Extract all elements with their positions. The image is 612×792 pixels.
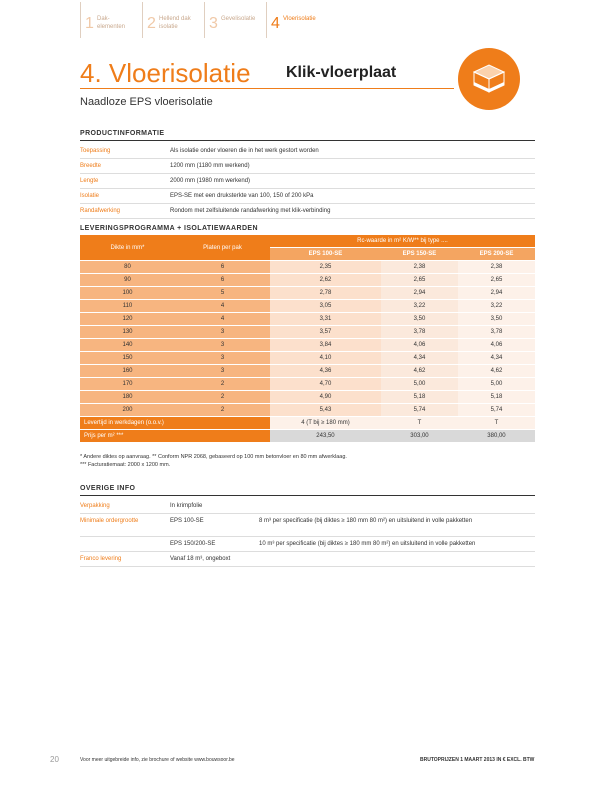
section-heading-productinfo: PRODUCTINFORMATIE xyxy=(80,130,165,137)
col-rc-header: Rc-waarde in m² K/W** bij type .... xyxy=(270,235,535,248)
table-cell: 3,05 xyxy=(270,300,381,313)
step-number: 4 xyxy=(271,15,280,32)
table-cell: 5,18 xyxy=(381,391,458,404)
info-row xyxy=(80,159,535,174)
info-value: EPS-SE met een druksterkte van 100, 150 of 200 kPa xyxy=(170,193,314,199)
floor-insulation-icon xyxy=(458,48,520,110)
table-row xyxy=(80,261,535,274)
table-cell: 3,84 xyxy=(270,339,381,352)
table-cell: 140 xyxy=(80,339,175,352)
table-cell: 2 xyxy=(175,378,270,391)
table-cell: 4,90 xyxy=(270,391,381,404)
step-label: Dak- elementen xyxy=(97,16,126,30)
table-cell: 160 xyxy=(80,365,175,378)
table-cell: 4,62 xyxy=(381,365,458,378)
table-cell: 4,62 xyxy=(458,365,535,378)
info-key: Breedte xyxy=(80,163,102,169)
table-cell: 5,43 xyxy=(270,404,381,417)
info-value: 10 m³ per specificatie (bij diktes ≥ 180 mm 80 m²) en uitsluitend in volle pakketten xyxy=(259,541,476,547)
step-label: Vloerisolatie xyxy=(283,16,316,22)
tagline: Naadloze EPS vloerisolatie xyxy=(80,96,213,108)
table-cell: 4 xyxy=(175,300,270,313)
info-row-franco xyxy=(80,552,535,567)
table-cell: 5,18 xyxy=(458,391,535,404)
col-type: EPS 150-SE xyxy=(381,248,458,261)
table-cell: 170 xyxy=(80,378,175,391)
page-number: 20 xyxy=(50,755,59,764)
info-value: 1200 mm (1180 mm werkend) xyxy=(170,163,250,169)
table-cell: 3 xyxy=(175,326,270,339)
table-cell: 4,34 xyxy=(458,352,535,365)
table-row xyxy=(80,339,535,352)
footnote: *** Facturatiemaat: 2000 x 1200 mm. xyxy=(80,462,171,468)
table-cell: 2,94 xyxy=(458,287,535,300)
step-label: Gevelisolatie xyxy=(221,16,256,22)
info-key: Randafwerking xyxy=(80,208,121,214)
header-divider xyxy=(80,88,454,89)
info-key: Isolatie xyxy=(80,193,100,199)
table-cell: 2,94 xyxy=(381,287,458,300)
info-value: In krimpfolie xyxy=(170,503,203,509)
table-cell: 3,22 xyxy=(381,300,458,313)
info-row xyxy=(80,144,535,159)
info-key: Minimale ordergrootte xyxy=(80,518,139,524)
table-cell: 2,65 xyxy=(458,274,535,287)
col-dikte: Dikte in mm* xyxy=(80,235,175,261)
table-row xyxy=(80,352,535,365)
table-cell: 4,70 xyxy=(270,378,381,391)
table-cell: 100 xyxy=(80,287,175,300)
table-cell: 3,31 xyxy=(270,313,381,326)
levertijd-label: Levertijd in werkdagen (o.o.v.) xyxy=(80,417,270,430)
table-cell: 4,06 xyxy=(458,339,535,352)
table-cell: 3 xyxy=(175,352,270,365)
info-value: EPS 100-SE xyxy=(170,518,204,524)
footnote: * Andere diktes op aanvraag. ** Conform NPR 2068, gebaseerd op 100 mm betonvloer en 80 mm afwerklaag. xyxy=(80,454,347,460)
table-row xyxy=(80,378,535,391)
col-type: EPS 200-SE xyxy=(458,248,535,261)
info-value: 8 m³ per specificatie (bij diktes ≥ 180 mm 80 m²) en uitsluitend in volle pakketten xyxy=(259,518,473,524)
table-cell: 4,34 xyxy=(381,352,458,365)
step-number: 2 xyxy=(147,15,156,32)
info-key: Toepassing xyxy=(80,148,111,154)
table-cell: 90 xyxy=(80,274,175,287)
table-cell: 2,65 xyxy=(381,274,458,287)
table-cell: 3,22 xyxy=(458,300,535,313)
table-cell: 2,38 xyxy=(381,261,458,274)
col-type: EPS 100-SE xyxy=(270,248,381,261)
table-cell: 3 xyxy=(175,339,270,352)
table-cell: 3,57 xyxy=(270,326,381,339)
table-cell: 6 xyxy=(175,261,270,274)
info-key: Lengte xyxy=(80,178,99,184)
step-1 xyxy=(80,2,141,38)
page-title: 4. Vloerisolatie xyxy=(80,58,251,88)
table-cell: 4,36 xyxy=(270,365,381,378)
table-cell: 3,78 xyxy=(458,326,535,339)
info-row-bestel-2 xyxy=(80,537,535,552)
info-value: Als isolatie onder vloeren die in het werk gestort worden xyxy=(170,148,319,154)
table-row xyxy=(80,391,535,404)
table-row xyxy=(80,300,535,313)
table-row xyxy=(80,365,535,378)
info-value: 2000 mm (1980 mm werkend) xyxy=(170,178,251,184)
table-row xyxy=(80,287,535,300)
table-cell: 2,35 xyxy=(270,261,381,274)
table-cell: 4,10 xyxy=(270,352,381,365)
table-row-prijs xyxy=(80,430,535,443)
levertijd-cell: T xyxy=(381,417,458,430)
info-value: Vanaf 18 m³, ongeboxt xyxy=(170,556,231,562)
prijs-cell: 243,50 xyxy=(270,430,381,443)
table-cell: 2 xyxy=(175,391,270,404)
info-row xyxy=(80,204,535,219)
table-cell: 3,78 xyxy=(381,326,458,339)
table-row-levertijd xyxy=(80,417,535,430)
table-cell: 120 xyxy=(80,313,175,326)
table-row xyxy=(80,313,535,326)
step-label: Hellend dak isolatie xyxy=(159,16,191,30)
info-key: Verpakking xyxy=(80,503,110,509)
info-row xyxy=(80,189,535,204)
section-heading-levering: LEVERINGSPROGRAMMA + ISOLATIEWAARDEN xyxy=(80,225,258,232)
section-rule xyxy=(80,140,535,141)
info-row-verpakking xyxy=(80,499,535,514)
table-cell: 2,62 xyxy=(270,274,381,287)
table-cell: 80 xyxy=(80,261,175,274)
footer-right: BRUTOPRIJZEN 1 MAART 2013 IN € EXCL. BTW xyxy=(420,757,535,763)
section-heading-overige: OVERIGE INFO xyxy=(80,485,136,492)
table-cell: 3,50 xyxy=(458,313,535,326)
step-number: 1 xyxy=(85,15,94,32)
prijs-cell: 380,00 xyxy=(458,430,535,443)
footer-left: Voor meer uitgebreide info, zie brochure of website www.bouwsoor.be xyxy=(80,757,235,763)
table-cell: 200 xyxy=(80,404,175,417)
table-cell: 5 xyxy=(175,287,270,300)
info-row-bestel-1 xyxy=(80,514,535,537)
table-cell: 5,74 xyxy=(381,404,458,417)
step-3 xyxy=(204,2,265,38)
table-cell: 130 xyxy=(80,326,175,339)
table-cell: 3,50 xyxy=(381,313,458,326)
table-cell: 5,74 xyxy=(458,404,535,417)
product-name: Klik-vloerplaat xyxy=(286,64,397,81)
table-cell: 110 xyxy=(80,300,175,313)
table-cell: 4,06 xyxy=(381,339,458,352)
table-cell: 2 xyxy=(175,404,270,417)
levering-table xyxy=(80,235,535,443)
prijs-label: Prijs per m² *** xyxy=(80,430,270,443)
table-cell: 4 xyxy=(175,313,270,326)
table-cell: 3 xyxy=(175,365,270,378)
section-rule xyxy=(80,495,535,496)
table-cell: 2,78 xyxy=(270,287,381,300)
col-platen: Platen per pak xyxy=(175,235,270,261)
table-row xyxy=(80,404,535,417)
table-cell: 180 xyxy=(80,391,175,404)
levertijd-cell: 4 (T bij ≥ 180 mm) xyxy=(270,417,381,430)
info-value: Rondom met zelfsluitende randafwerking met klik-verbinding xyxy=(170,208,331,214)
table-cell: 5,00 xyxy=(381,378,458,391)
step-number: 3 xyxy=(209,15,218,32)
levertijd-cell: T xyxy=(458,417,535,430)
info-value: EPS 150/200-SE xyxy=(170,541,216,547)
table-cell: 150 xyxy=(80,352,175,365)
table-row xyxy=(80,274,535,287)
prijs-cell: 303,00 xyxy=(381,430,458,443)
info-row xyxy=(80,174,535,189)
step-4 xyxy=(266,2,327,38)
table-cell: 6 xyxy=(175,274,270,287)
table-row xyxy=(80,326,535,339)
step-2 xyxy=(142,2,203,38)
table-cell: 5,00 xyxy=(458,378,535,391)
table-cell: 2,38 xyxy=(458,261,535,274)
info-key: Franco levering xyxy=(80,556,122,562)
